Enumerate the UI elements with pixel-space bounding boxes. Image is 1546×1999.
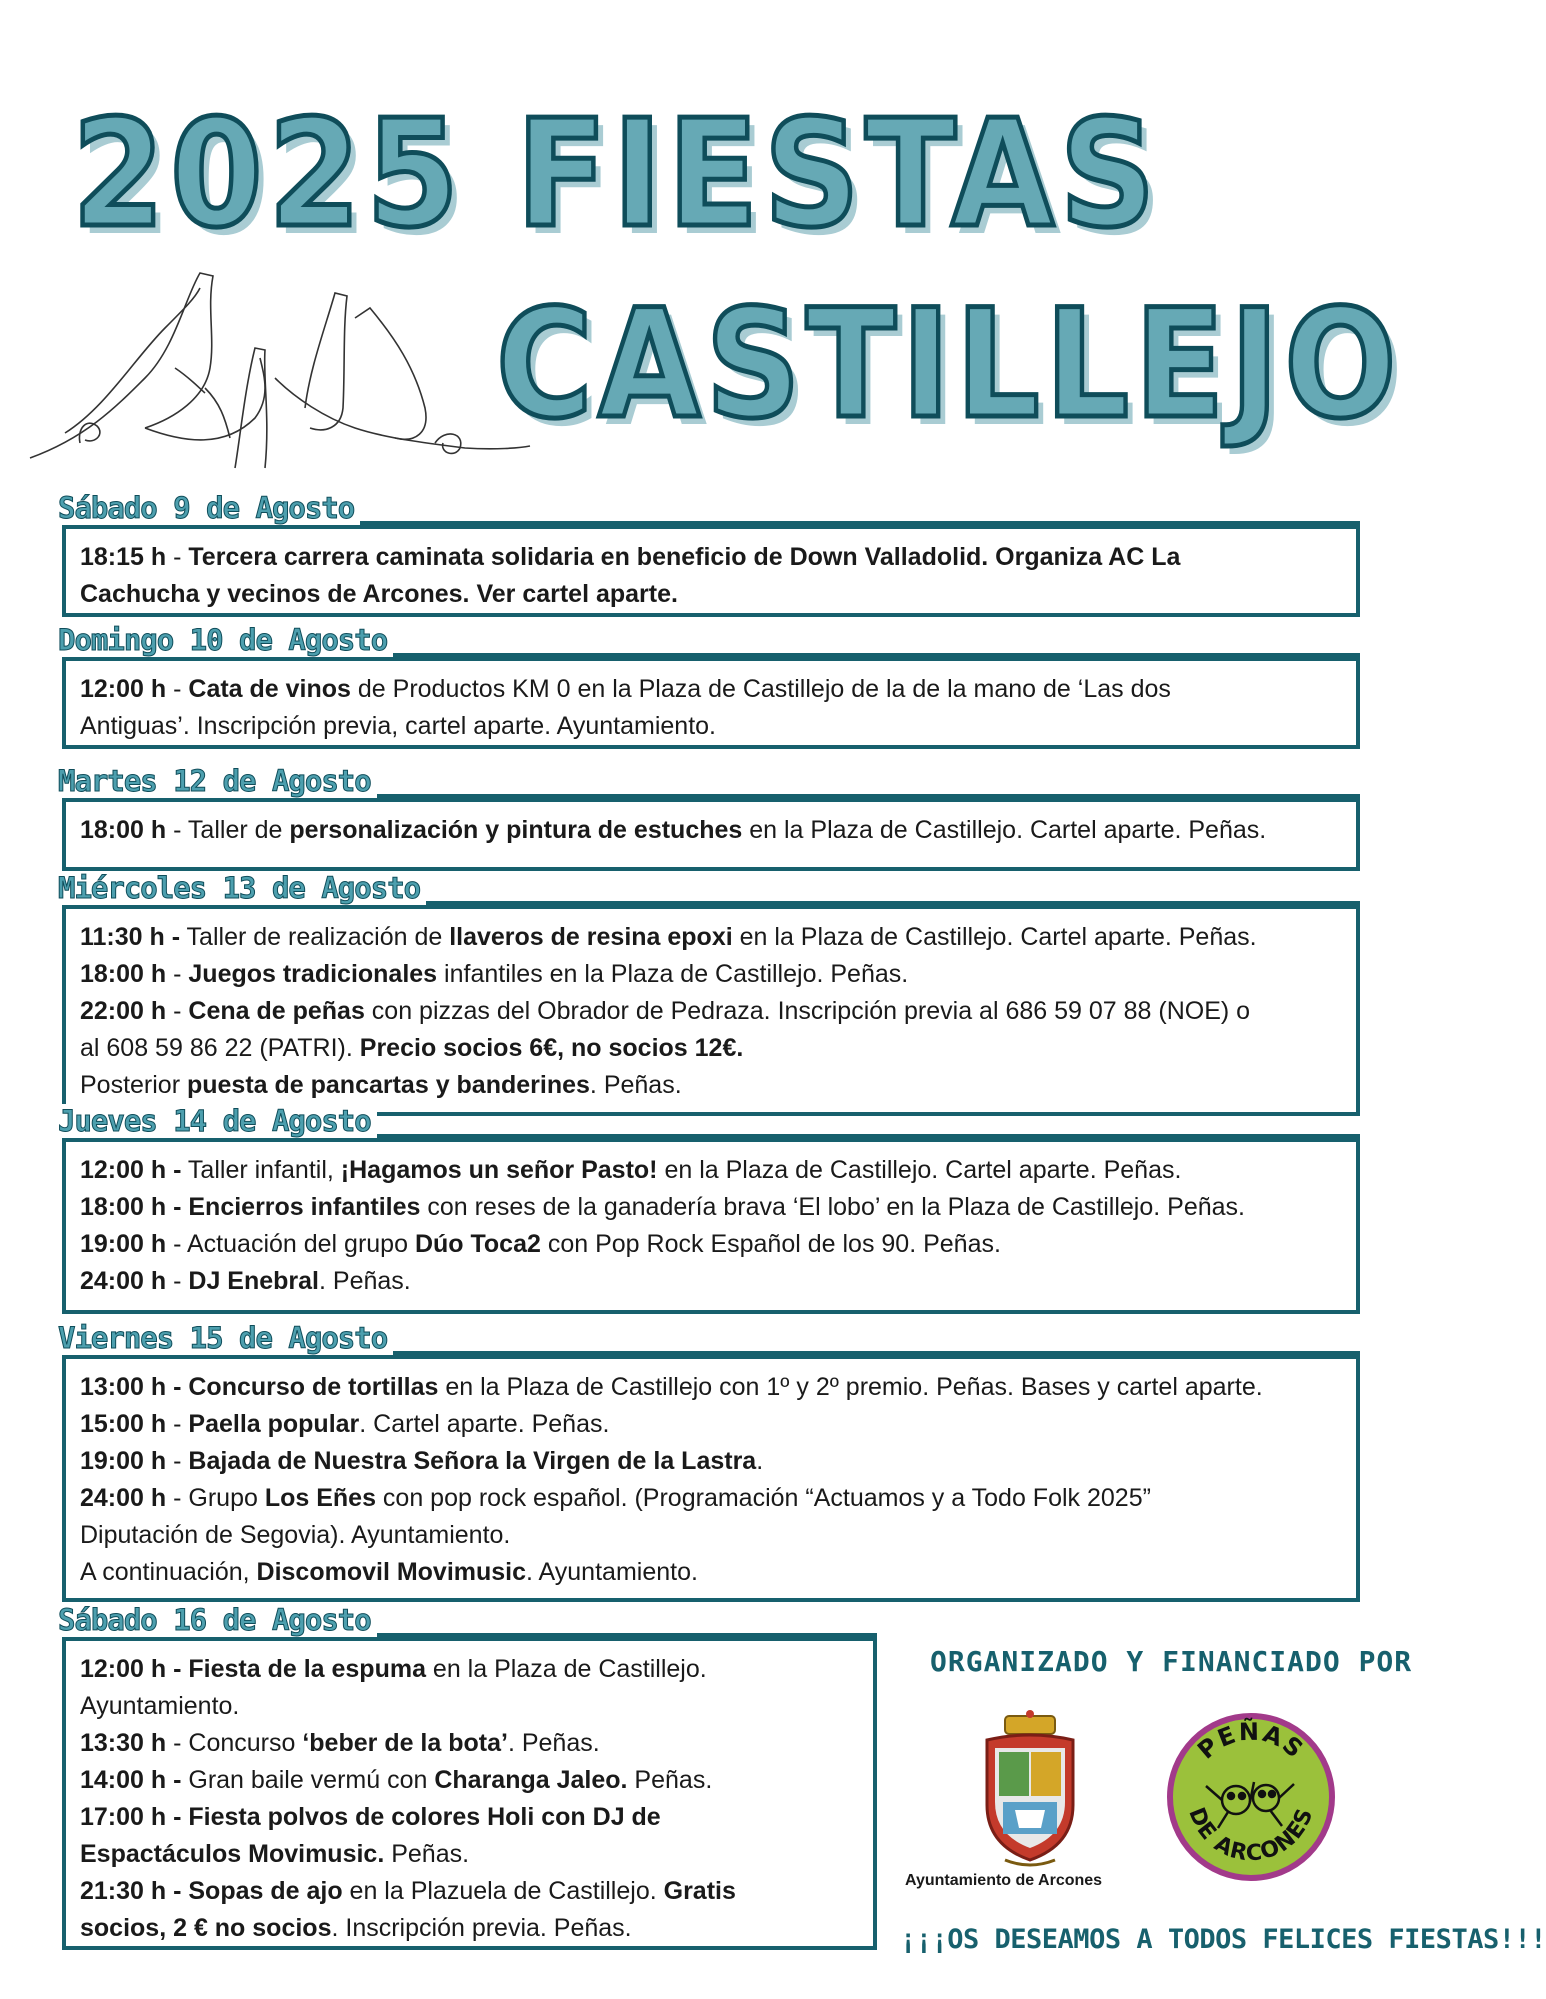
schedule-highlight: Tercera carrera caminata solidaria en beneficio de Down Valladolid. Organiza AC La <box>188 543 1181 571</box>
day-header: Miércoles 13 de Agosto <box>50 871 426 905</box>
schedule-text: - Actuación del grupo <box>166 1230 415 1258</box>
schedule-highlight: 12:00 h - <box>80 1156 182 1184</box>
schedule-highlight: llaveros de resina epoxi <box>449 923 733 951</box>
schedule-line <box>80 1836 873 1873</box>
schedule-text: con pizzas del Obrador de Pedraza. Inscripción previa al 686 59 07 88 (NOE) o <box>364 997 1251 1025</box>
schedule-text: Antiguas’. Inscripción previa, cartel aparte. Ayuntamiento. <box>80 712 716 740</box>
organizers-title: ORGANIZADO Y FINANCIADO POR <box>930 1645 1413 1678</box>
schedule-line <box>80 708 1356 745</box>
schedule-text: - Taller de <box>166 816 290 844</box>
schedule-line <box>80 956 1356 993</box>
schedule-line <box>80 1369 1356 1406</box>
schedule-line <box>80 993 1356 1030</box>
schedule-highlight: puesta de pancartas y banderines <box>186 1071 590 1099</box>
schedule-line <box>80 1152 1356 1189</box>
day-section <box>58 1104 1360 1314</box>
schedule-highlight: 19:00 h <box>80 1447 167 1475</box>
schedule-line <box>80 1799 873 1836</box>
schedule-highlight: 18:00 h <box>80 816 167 844</box>
schedule-line <box>80 1480 1356 1517</box>
schedule-text: Taller infantil, <box>181 1156 341 1184</box>
schedule-text: en la Plazuela de Castillejo. <box>342 1877 664 1905</box>
day-schedule-box <box>62 1637 877 1950</box>
day-section <box>58 764 1360 871</box>
schedule-highlight: ‘beber de la bota’ <box>302 1729 508 1757</box>
schedule-text: . Peñas. <box>319 1267 411 1295</box>
schedule-highlight: DJ Enebral <box>188 1267 319 1295</box>
day-schedule-box <box>62 525 1360 617</box>
schedule-highlight: ¡Hagamos un señor Pasto! <box>340 1156 658 1184</box>
ayuntamiento-label: Ayuntamiento de Arcones <box>905 1872 1103 1889</box>
schedule-highlight: 18:00 h <box>80 960 167 988</box>
schedule-line <box>80 1226 1356 1263</box>
schedule-text: . Inscripción previa. Peñas. <box>331 1914 632 1942</box>
schedule-line <box>80 1762 873 1799</box>
schedule-highlight: 18:00 h - Encierros infantiles <box>80 1193 421 1221</box>
schedule-highlight: 14:00 h - <box>80 1766 182 1794</box>
schedule-line <box>80 1067 1356 1104</box>
schedule-highlight: 24:00 h <box>80 1267 167 1295</box>
day-header: Sábado 16 de Agosto <box>50 1603 377 1637</box>
day-header: Viernes 15 de Agosto <box>50 1321 393 1355</box>
schedule-highlight: Dúo Toca2 <box>414 1230 541 1258</box>
schedule-line <box>80 1688 873 1725</box>
schedule-text: con Pop Rock Español de los 90. Peñas. <box>540 1230 1001 1258</box>
schedule-highlight: personalización y pintura de estuches <box>289 816 743 844</box>
schedule-text: . Ayuntamiento. <box>526 1558 698 1586</box>
schedule-line <box>80 1873 873 1910</box>
day-section <box>58 1321 1360 1602</box>
schedule-text: Taller de realización de <box>180 923 450 951</box>
penas-de-arcones-logo <box>1166 1712 1336 1882</box>
schedule-text: - <box>166 1267 189 1295</box>
day-schedule-box <box>62 798 1360 871</box>
schedule-text: . Peñas. <box>589 1071 682 1099</box>
schedule-highlight: 13:30 h <box>80 1729 167 1757</box>
day-schedule-box <box>62 1138 1360 1314</box>
schedule-line <box>80 1443 1356 1480</box>
schedule-line <box>80 576 1356 613</box>
schedule-line <box>80 1910 873 1947</box>
schedule-line <box>80 671 1356 708</box>
day-section <box>58 871 1360 1116</box>
schedule-highlight: Charanga Jaleo. <box>434 1766 628 1794</box>
schedule-line <box>80 1517 1356 1554</box>
schedule-line <box>80 1554 1356 1591</box>
schedule-line <box>80 919 1356 956</box>
schedule-text: Ayuntamiento. <box>80 1692 240 1720</box>
schedule-line <box>80 1406 1356 1443</box>
day-header: Domingo 10 de Agosto <box>50 623 393 657</box>
schedule-highlight: Gratis <box>663 1877 736 1905</box>
day-section <box>58 623 1360 749</box>
schedule-text: . Cartel aparte. Peñas. <box>359 1410 610 1438</box>
schedule-text: - Grupo <box>166 1484 265 1512</box>
schedule-highlight: Cachucha y vecinos de Arcones. Ver cartel aparte. <box>80 580 678 608</box>
schedule-highlight: 12:00 h <box>80 675 167 703</box>
schedule-highlight: 15:00 h <box>80 1410 167 1438</box>
title-line-1: 2025 FIESTAS <box>72 88 1161 260</box>
schedule-highlight: 11:30 h - <box>80 923 181 951</box>
schedule-text: en la Plaza de Castillejo. Cartel aparte. Peñas. <box>742 816 1267 844</box>
schedule-text: - <box>166 1447 189 1475</box>
schedule-line <box>80 539 1356 576</box>
schedule-text: . <box>756 1447 764 1475</box>
schedule-text: en la Plaza de Castillejo. Cartel aparte. Peñas. <box>657 1156 1182 1184</box>
schedule-line <box>80 1030 1356 1067</box>
schedule-highlight: 18:15 h <box>80 543 167 571</box>
schedule-text: Peñas. <box>627 1766 713 1794</box>
day-header: Jueves 14 de Agosto <box>50 1104 377 1138</box>
schedule-text: al 608 59 86 22 (PATRI). <box>80 1034 360 1062</box>
schedule-highlight: Precio socios 6€, no socios 12€. <box>359 1034 744 1062</box>
schedule-highlight: 22:00 h <box>80 997 167 1025</box>
day-schedule-box <box>62 657 1360 749</box>
day-schedule-box <box>62 905 1360 1116</box>
schedule-text: - <box>166 1410 189 1438</box>
farewell-message: ¡¡¡OS DESEAMOS A TODOS FELICES FIESTAS!!! <box>900 1924 1546 1955</box>
schedule-highlight: Paella popular <box>188 1410 360 1438</box>
schedule-line <box>80 1189 1356 1226</box>
schedule-highlight: 13:00 h - Concurso de tortillas <box>80 1373 439 1401</box>
schedule-highlight: Cena de peñas <box>188 997 365 1025</box>
schedule-text: en la Plaza de Castillejo con 1º y 2º premio. Peñas. Bases y cartel aparte. <box>438 1373 1263 1401</box>
day-section <box>58 1603 877 1950</box>
ayuntamiento-coat-of-arms-icon <box>975 1710 1085 1870</box>
schedule-line <box>80 1725 873 1762</box>
schedule-text: Posterior <box>80 1071 187 1099</box>
schedule-highlight: 17:00 h - Fiesta polvos de colores Holi con DJ de <box>80 1803 661 1831</box>
penas-logo-top-text: PEÑAS <box>1192 1717 1310 1765</box>
schedule-text: Diputación de Segovia). Ayuntamiento. <box>80 1521 511 1549</box>
schedule-text: - Concurso <box>166 1729 303 1757</box>
schedule-text: - <box>166 675 189 703</box>
day-schedule-box <box>62 1355 1360 1602</box>
schedule-line <box>80 1263 1356 1300</box>
penas-logo-bottom-text: DE ARCONES <box>1183 1804 1319 1867</box>
schedule-highlight: Los Eñes <box>264 1484 376 1512</box>
schedule-highlight: Bajada de Nuestra Señora la Virgen de la Lastra <box>188 1447 757 1475</box>
schedule-text: . Peñas. <box>507 1729 600 1757</box>
schedule-text: Peñas. <box>384 1840 470 1868</box>
toasting-bottles-illustration <box>25 268 535 483</box>
day-header: Martes 12 de Agosto <box>50 764 377 798</box>
schedule-text: en la Plaza de Castillejo. Cartel aparte. Peñas. <box>732 923 1257 951</box>
schedule-text: infantiles en la Plaza de Castillejo. Peñas. <box>437 960 909 988</box>
schedule-highlight: Cata de vinos <box>188 675 351 703</box>
schedule-text: - <box>166 997 189 1025</box>
schedule-text: - <box>166 960 189 988</box>
schedule-text: en la Plaza de Castillejo. <box>425 1655 707 1683</box>
schedule-text: - <box>166 543 189 571</box>
schedule-line <box>80 812 1356 849</box>
schedule-text: Gran baile vermú con <box>181 1766 435 1794</box>
day-section <box>58 491 1360 617</box>
schedule-highlight: Discomovil Movimusic <box>256 1558 527 1586</box>
schedule-highlight: 19:00 h <box>80 1230 167 1258</box>
schedule-highlight: 21:30 h - Sopas de ajo <box>80 1877 343 1905</box>
title-line-2: CASTILLEJO <box>496 278 1402 452</box>
schedule-highlight: socios, 2 € no socios <box>80 1914 332 1942</box>
schedule-highlight: Espactáculos Movimusic. <box>80 1840 385 1868</box>
schedule-highlight: 12:00 h - Fiesta de la espuma <box>80 1655 426 1683</box>
schedule-text: A continuación, <box>80 1558 257 1586</box>
schedule-text: con reses de la ganadería brava ‘El lobo’ en la Plaza de Castillejo. Peñas. <box>420 1193 1245 1221</box>
schedule-text: con pop rock español. (Programación “Actuamos y a Todo Folk 2025” <box>375 1484 1151 1512</box>
schedule-highlight: 24:00 h <box>80 1484 167 1512</box>
schedule-highlight: Juegos tradicionales <box>188 960 438 988</box>
schedule-line <box>80 1651 873 1688</box>
day-header: Sábado 9 de Agosto <box>50 491 360 525</box>
schedule-text: de Productos KM 0 en la Plaza de Castillejo de la de la mano de ‘Las dos <box>350 675 1171 703</box>
